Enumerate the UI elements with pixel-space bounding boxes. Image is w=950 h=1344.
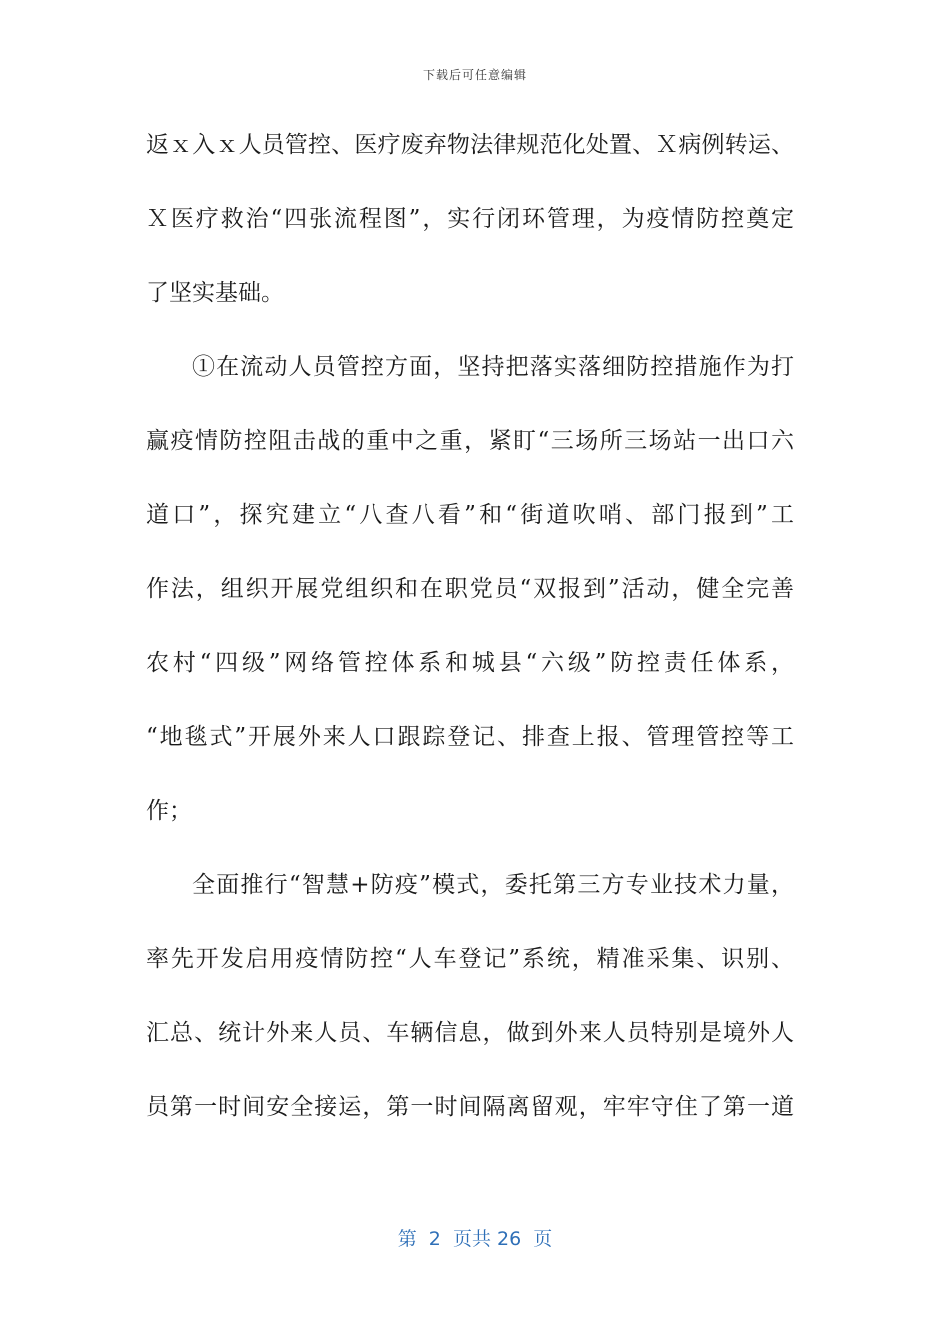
page-number-label: 第 2 页共 26 页 — [397, 1228, 553, 1250]
text-line: 农村“四级”网络管控体系和城县“六级”防控责任体系， — [146, 650, 794, 676]
text-line: 作； — [146, 798, 192, 824]
text-line: 了坚实基础。 — [146, 280, 284, 306]
document-body — [146, 120, 794, 1156]
text-line: 全面推行“智慧+防疫”模式，委托第三方专业技术力量， — [192, 872, 794, 898]
text-line: Ｘ医疗救治“四张流程图”，实行闭环管理，为疫情防控奠定 — [146, 206, 794, 232]
text-line: “地毯式”开展外来人口跟踪登记、排查上报、管理管控等工 — [146, 724, 794, 750]
text-line: 返ｘ入ｘ人员管控、医疗废弃物法律规范化处置、Ｘ病例转运、 — [146, 132, 794, 158]
paragraph — [146, 342, 794, 860]
text-line: 员第一时间安全接运，第一时间隔离留观，牢牢守住了第一道 — [146, 1094, 794, 1120]
page-footer — [0, 1224, 950, 1251]
paragraph — [146, 120, 794, 342]
text-line: 赢疫情防控阻击战的重中之重，紧盯“三场所三场站一出口六 — [146, 428, 794, 454]
text-line: ①在流动人员管控方面，坚持把落实落细防控措施作为打 — [192, 354, 794, 380]
text-line: 汇总、统计外来人员、车辆信息，做到外来人员特别是境外人 — [146, 1020, 794, 1046]
paragraph — [146, 860, 794, 1156]
text-line: 道口”，探究建立“八查八看”和“街道吹哨、部门报到”工 — [146, 502, 794, 528]
page-header: 下载后可任意编辑 — [422, 68, 527, 82]
text-line: 率先开发启用疫情防控“人车登记”系统，精准采集、识别、 — [146, 946, 794, 972]
text-line: 作法，组织开展党组织和在职党员“双报到”活动，健全完善 — [146, 576, 794, 602]
